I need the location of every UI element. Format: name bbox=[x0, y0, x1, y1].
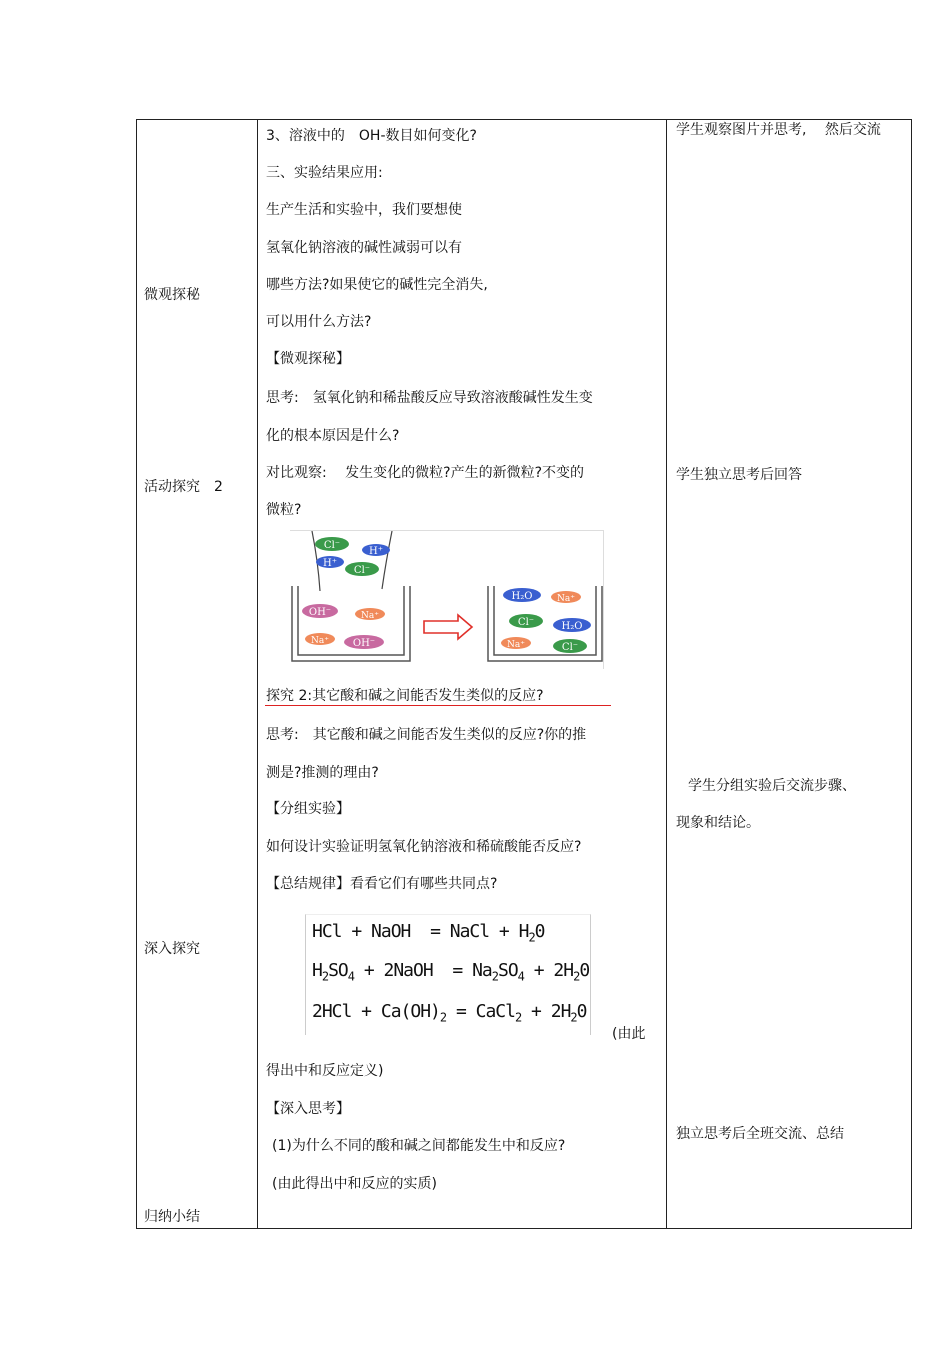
text-line: 测是?推测的理由? bbox=[266, 765, 379, 781]
svg-text:Na⁺: Na⁺ bbox=[557, 594, 575, 604]
section-heading: 【分组实验】 bbox=[266, 801, 350, 817]
student-activity: 学生分组实验后交流步骤、 bbox=[688, 778, 856, 794]
text-line: 三、实验结果应用: bbox=[266, 165, 383, 181]
inquiry-heading: 探究 2:其它酸和碱之间能否发生类似的反应? bbox=[266, 688, 544, 704]
reaction-illustration bbox=[290, 530, 604, 669]
text-line: (1)为什么不同的酸和碱之间都能发生中和反应? bbox=[272, 1138, 566, 1154]
text-line: (由此得出中和反应的实质) bbox=[272, 1176, 437, 1192]
red-underline bbox=[265, 705, 611, 706]
column-divider-2 bbox=[666, 120, 667, 1228]
text-line: (由此 bbox=[612, 1026, 646, 1042]
section-heading: 【微观探秘】 bbox=[266, 351, 350, 367]
svg-text:Cl⁻: Cl⁻ bbox=[353, 565, 371, 576]
equation-2: $H_2SO_4$ + 2NaOH = $Na_2SO_4 + 2H_20$ bbox=[312, 960, 590, 984]
text-line: 3、溶液中的 OH-数目如何变化? bbox=[266, 128, 477, 144]
text-line: 思考: 氢氧化钠和稀盐酸反应导致溶液酸碱性发生变 bbox=[266, 390, 593, 406]
section-heading: 【深入思考】 bbox=[266, 1101, 350, 1117]
svg-text:OH⁻: OH⁻ bbox=[352, 638, 376, 649]
svg-text:Na⁺: Na⁺ bbox=[507, 640, 525, 650]
svg-text:H⁺: H⁺ bbox=[323, 558, 337, 569]
text-line: 氢氧化钠溶液的碱性减弱可以有 bbox=[266, 240, 462, 256]
equation-3: $2HCl + Ca(OH)_2$ = CaCl$_2$ + $2H_20$ bbox=[312, 1001, 587, 1025]
text-line: 对比观察: 发生变化的微粒?产生的新微粒?不变的 bbox=[266, 465, 585, 481]
svg-text:H₂O: H₂O bbox=[511, 591, 533, 602]
text-line: 思考: 其它酸和碱之间能否发生类似的反应?你的推 bbox=[266, 727, 587, 743]
column-divider-1 bbox=[257, 120, 258, 1228]
beaker-diagram bbox=[290, 531, 603, 669]
text-line: 生产生活和实验中，我们要想使 bbox=[266, 202, 462, 218]
text-line: 如何设计实验证明氢氧化钠溶液和稀硫酸能否反应? bbox=[266, 839, 582, 855]
text-line: 微粒? bbox=[266, 502, 302, 518]
text-line: 可以用什么方法? bbox=[266, 314, 372, 330]
section-heading: 【总结规律】看看它们有哪些共同点? bbox=[266, 876, 498, 892]
student-activity: 独立思考后全班交流、总结 bbox=[676, 1126, 844, 1142]
svg-text:Na⁺: Na⁺ bbox=[361, 611, 379, 621]
stage-label-summary: 归纳小结 bbox=[144, 1209, 200, 1225]
student-activity: 学生独立思考后回答 bbox=[676, 467, 802, 483]
student-activity: 现象和结论。 bbox=[676, 815, 760, 831]
stage-label-micro: 微观探秘 bbox=[144, 287, 200, 303]
lesson-table bbox=[136, 119, 912, 1229]
text-line: 得出中和反应定义) bbox=[266, 1063, 384, 1079]
text-line: 哪些方法?如果使它的碱性完全消失, bbox=[266, 277, 488, 293]
stage-label-deep: 深入探究 bbox=[144, 941, 200, 957]
svg-text:Cl⁻: Cl⁻ bbox=[561, 642, 579, 653]
equation-1: HCl + NaOH = NaCl + $H_20$ bbox=[312, 921, 545, 945]
svg-text:H⁺: H⁺ bbox=[369, 546, 383, 557]
text-line: 化的根本原因是什么? bbox=[266, 428, 400, 444]
svg-text:Cl⁻: Cl⁻ bbox=[323, 540, 341, 551]
svg-text:Na⁺: Na⁺ bbox=[311, 636, 329, 646]
student-activity: 学生观察图片并思考, 然后交流 bbox=[676, 122, 881, 138]
svg-text:H₂O: H₂O bbox=[561, 621, 583, 632]
svg-text:OH⁻: OH⁻ bbox=[308, 607, 332, 618]
svg-text:Cl⁻: Cl⁻ bbox=[517, 617, 535, 628]
equations-box bbox=[305, 914, 591, 1035]
stage-label-activity: 活动探究 2 bbox=[144, 479, 223, 495]
